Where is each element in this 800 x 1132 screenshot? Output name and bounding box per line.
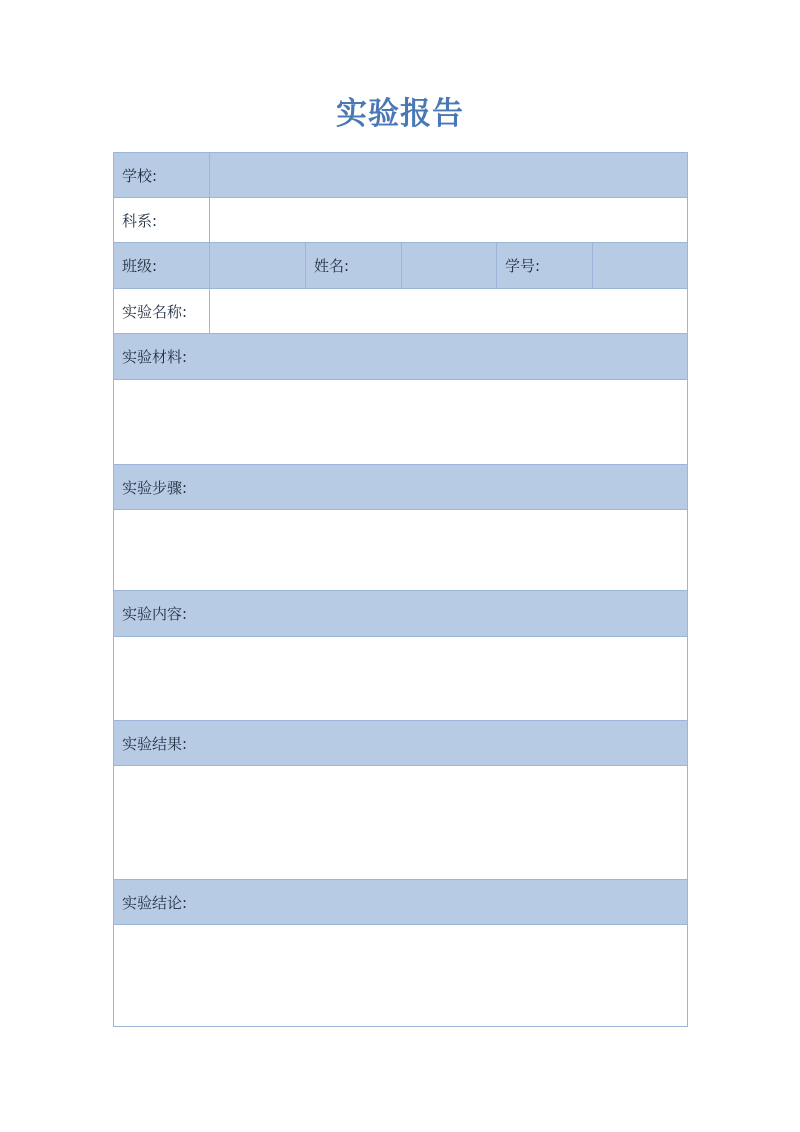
experiment-name-value-cell[interactable] bbox=[210, 289, 688, 334]
content-label: 实验内容: bbox=[114, 591, 688, 637]
report-form-table bbox=[113, 152, 688, 1027]
name-label: 姓名: bbox=[306, 243, 402, 289]
results-body-row bbox=[114, 766, 688, 880]
school-row bbox=[114, 153, 688, 198]
steps-header-row bbox=[114, 465, 688, 510]
content-body-row bbox=[114, 637, 688, 721]
conclusion-content-cell[interactable] bbox=[114, 925, 688, 1027]
experiment-name-row bbox=[114, 289, 688, 334]
department-label: 科系: bbox=[114, 198, 210, 243]
school-value-cell[interactable] bbox=[210, 153, 688, 198]
experiment-name-label: 实验名称: bbox=[114, 289, 210, 334]
content-content-cell[interactable] bbox=[114, 637, 688, 721]
materials-content-cell[interactable] bbox=[114, 380, 688, 465]
conclusion-header-row bbox=[114, 880, 688, 925]
school-label: 学校: bbox=[114, 153, 210, 198]
page-title: 实验报告 bbox=[336, 96, 464, 132]
materials-body-row bbox=[114, 380, 688, 465]
conclusion-body-row bbox=[114, 925, 688, 1027]
steps-body-row bbox=[114, 510, 688, 591]
class-name-id-row bbox=[114, 243, 688, 289]
student-id-label: 学号: bbox=[497, 243, 593, 289]
steps-content-cell[interactable] bbox=[114, 510, 688, 591]
class-value-cell[interactable] bbox=[210, 243, 306, 289]
name-value-cell[interactable] bbox=[402, 243, 497, 289]
content-header-row bbox=[114, 591, 688, 637]
materials-label: 实验材料: bbox=[114, 334, 688, 380]
department-row bbox=[114, 198, 688, 243]
results-header-row bbox=[114, 721, 688, 766]
class-label: 班级: bbox=[114, 243, 210, 289]
results-content-cell[interactable] bbox=[114, 766, 688, 880]
student-id-value-cell[interactable] bbox=[593, 243, 688, 289]
department-value-cell[interactable] bbox=[210, 198, 688, 243]
conclusion-label: 实验结论: bbox=[114, 880, 688, 925]
results-label: 实验结果: bbox=[114, 721, 688, 766]
materials-header-row bbox=[114, 334, 688, 380]
steps-label: 实验步骤: bbox=[114, 465, 688, 510]
